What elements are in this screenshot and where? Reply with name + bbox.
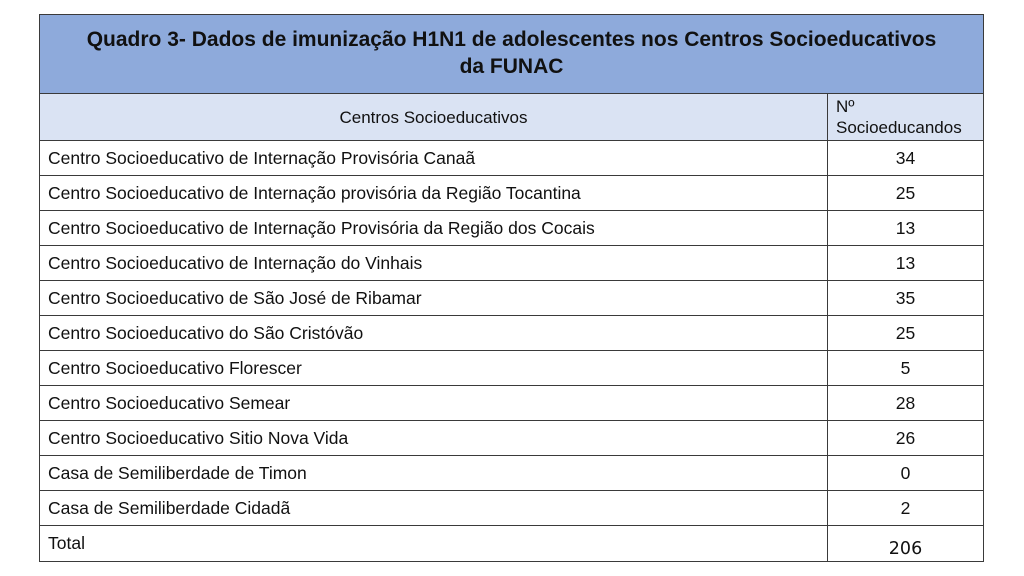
table-row	[40, 386, 984, 421]
socioeducandos-count-cell: 13	[828, 211, 984, 246]
centro-name-cell: Centro Socioeducativo de Internação provisória da Região Tocantina	[40, 176, 828, 211]
total-value: 206	[828, 526, 984, 562]
table-row	[40, 351, 984, 386]
socioeducandos-count-cell: 5	[828, 351, 984, 386]
socioeducandos-count-cell: 0	[828, 456, 984, 491]
table-header-row	[40, 94, 984, 141]
table-title-row	[40, 15, 984, 94]
centro-name-cell: Centro Socioeducativo de São José de Ribamar	[40, 281, 828, 316]
table-row	[40, 141, 984, 176]
immunization-table	[39, 14, 984, 562]
centro-name-cell: Centro Socioeducativo de Internação Provisória da Região dos Cocais	[40, 211, 828, 246]
centro-name-cell: Centro Socioeducativo de Internação Provisória Canaã	[40, 141, 828, 176]
socioeducandos-count-cell: 26	[828, 421, 984, 456]
centro-name-cell: Centro Socioeducativo Florescer	[40, 351, 828, 386]
table-row	[40, 456, 984, 491]
table-row	[40, 491, 984, 526]
total-row	[40, 526, 984, 562]
centro-name-cell: Centro Socioeducativo Sitio Nova Vida	[40, 421, 828, 456]
table-row	[40, 176, 984, 211]
centro-name-cell: Casa de Semiliberdade Cidadã	[40, 491, 828, 526]
column-header-socioeducandos	[828, 94, 984, 141]
table-row	[40, 421, 984, 456]
centro-name-cell: Casa de Semiliberdade de Timon	[40, 456, 828, 491]
socioeducandos-count-cell: 35	[828, 281, 984, 316]
centro-name-cell: Centro Socioeducativo Semear	[40, 386, 828, 421]
socioeducandos-count-cell: 25	[828, 176, 984, 211]
table-row	[40, 211, 984, 246]
socioeducandos-count-cell: 13	[828, 246, 984, 281]
socioeducandos-count-cell: 28	[828, 386, 984, 421]
table-row	[40, 246, 984, 281]
column-header-count-line1: Nº	[836, 97, 855, 116]
column-header-count-line2: Socioeducandos	[836, 118, 962, 137]
table-row	[40, 316, 984, 351]
socioeducandos-count-cell: 34	[828, 141, 984, 176]
socioeducandos-count-cell: 2	[828, 491, 984, 526]
table-title: Quadro 3- Dados de imunização H1N1 de adolescentes nos Centros Socioeducativos da FUNAC	[40, 15, 984, 94]
socioeducandos-count-cell: 25	[828, 316, 984, 351]
column-header-centros: Centros Socioeducativos	[40, 94, 828, 141]
total-label: Total	[40, 526, 828, 562]
centro-name-cell: Centro Socioeducativo de Internação do Vinhais	[40, 246, 828, 281]
centro-name-cell: Centro Socioeducativo do São Cristóvão	[40, 316, 828, 351]
table-row	[40, 281, 984, 316]
